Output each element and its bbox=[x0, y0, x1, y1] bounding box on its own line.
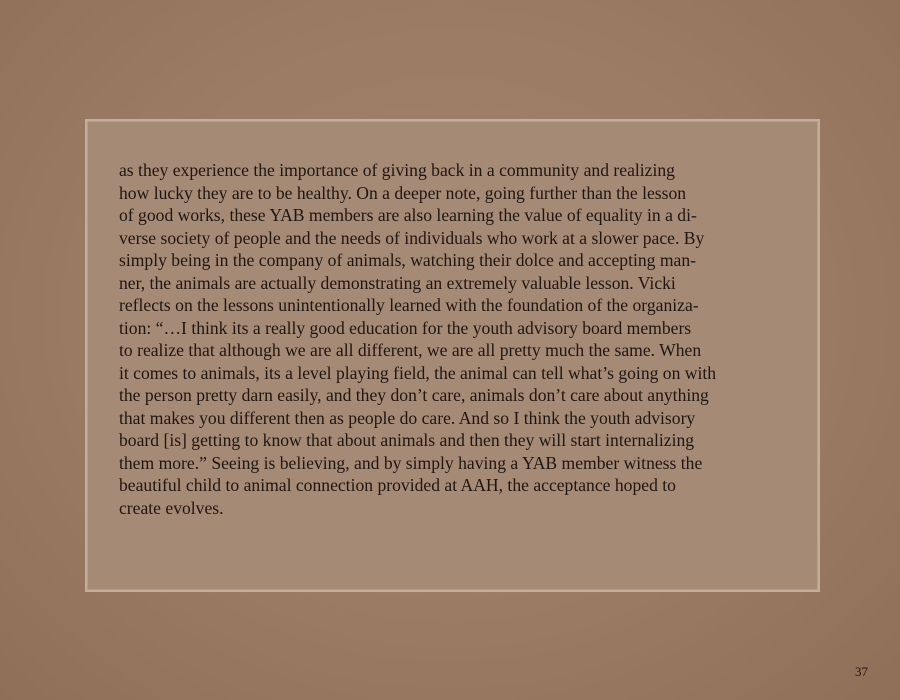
page-number: 37 bbox=[855, 664, 868, 679]
body-line-2: how lucky they are to be healthy. On a deeper note, going further than the lesson bbox=[119, 182, 687, 203]
body-line-3: of good works, these YAB members are also learning the value of equality in a di- bbox=[119, 205, 697, 225]
body-line-14: them more.” Seeing is believing, and by simply having a YAB member witness the bbox=[119, 452, 703, 473]
body-paragraph bbox=[119, 159, 799, 519]
body-line-5: simply being in the company of animals, watching their dolce and accepting man- bbox=[119, 250, 697, 270]
body-line-15: beautiful child to animal connection provided at AAH, the acceptance hoped to bbox=[119, 475, 676, 495]
body-line-8: tion: “…I think its a really good education for the youth advisory board members bbox=[119, 317, 692, 338]
body-line-7: reflects on the lessons unintentionally learned with the foundation of the organiza- bbox=[119, 295, 699, 315]
body-line-12: that makes you different then as people do care. And so I think the youth advisory bbox=[119, 407, 696, 428]
body-line-6: ner, the animals are actually demonstrating an extremely valuable lesson. Vicki bbox=[119, 272, 676, 293]
body-line-13: board [is] getting to know that about animals and then they will start internalizing bbox=[119, 430, 695, 450]
body-line-10: it comes to animals, its a level playing field, the animal can tell what’s going on with bbox=[119, 362, 717, 383]
body-line-4: verse society of people and the needs of individuals who work at a slower pace. By bbox=[119, 227, 705, 248]
body-line-9: to realize that although we are all different, we are all pretty much the same. When bbox=[119, 340, 702, 360]
body-line-1: as they experience the importance of giving back in a community and realizing bbox=[119, 160, 675, 180]
text-panel bbox=[85, 119, 820, 592]
body-line-16: create evolves. bbox=[119, 497, 224, 518]
body-line-11: the person pretty darn easily, and they don’t care, animals don’t care about anything bbox=[119, 385, 709, 405]
